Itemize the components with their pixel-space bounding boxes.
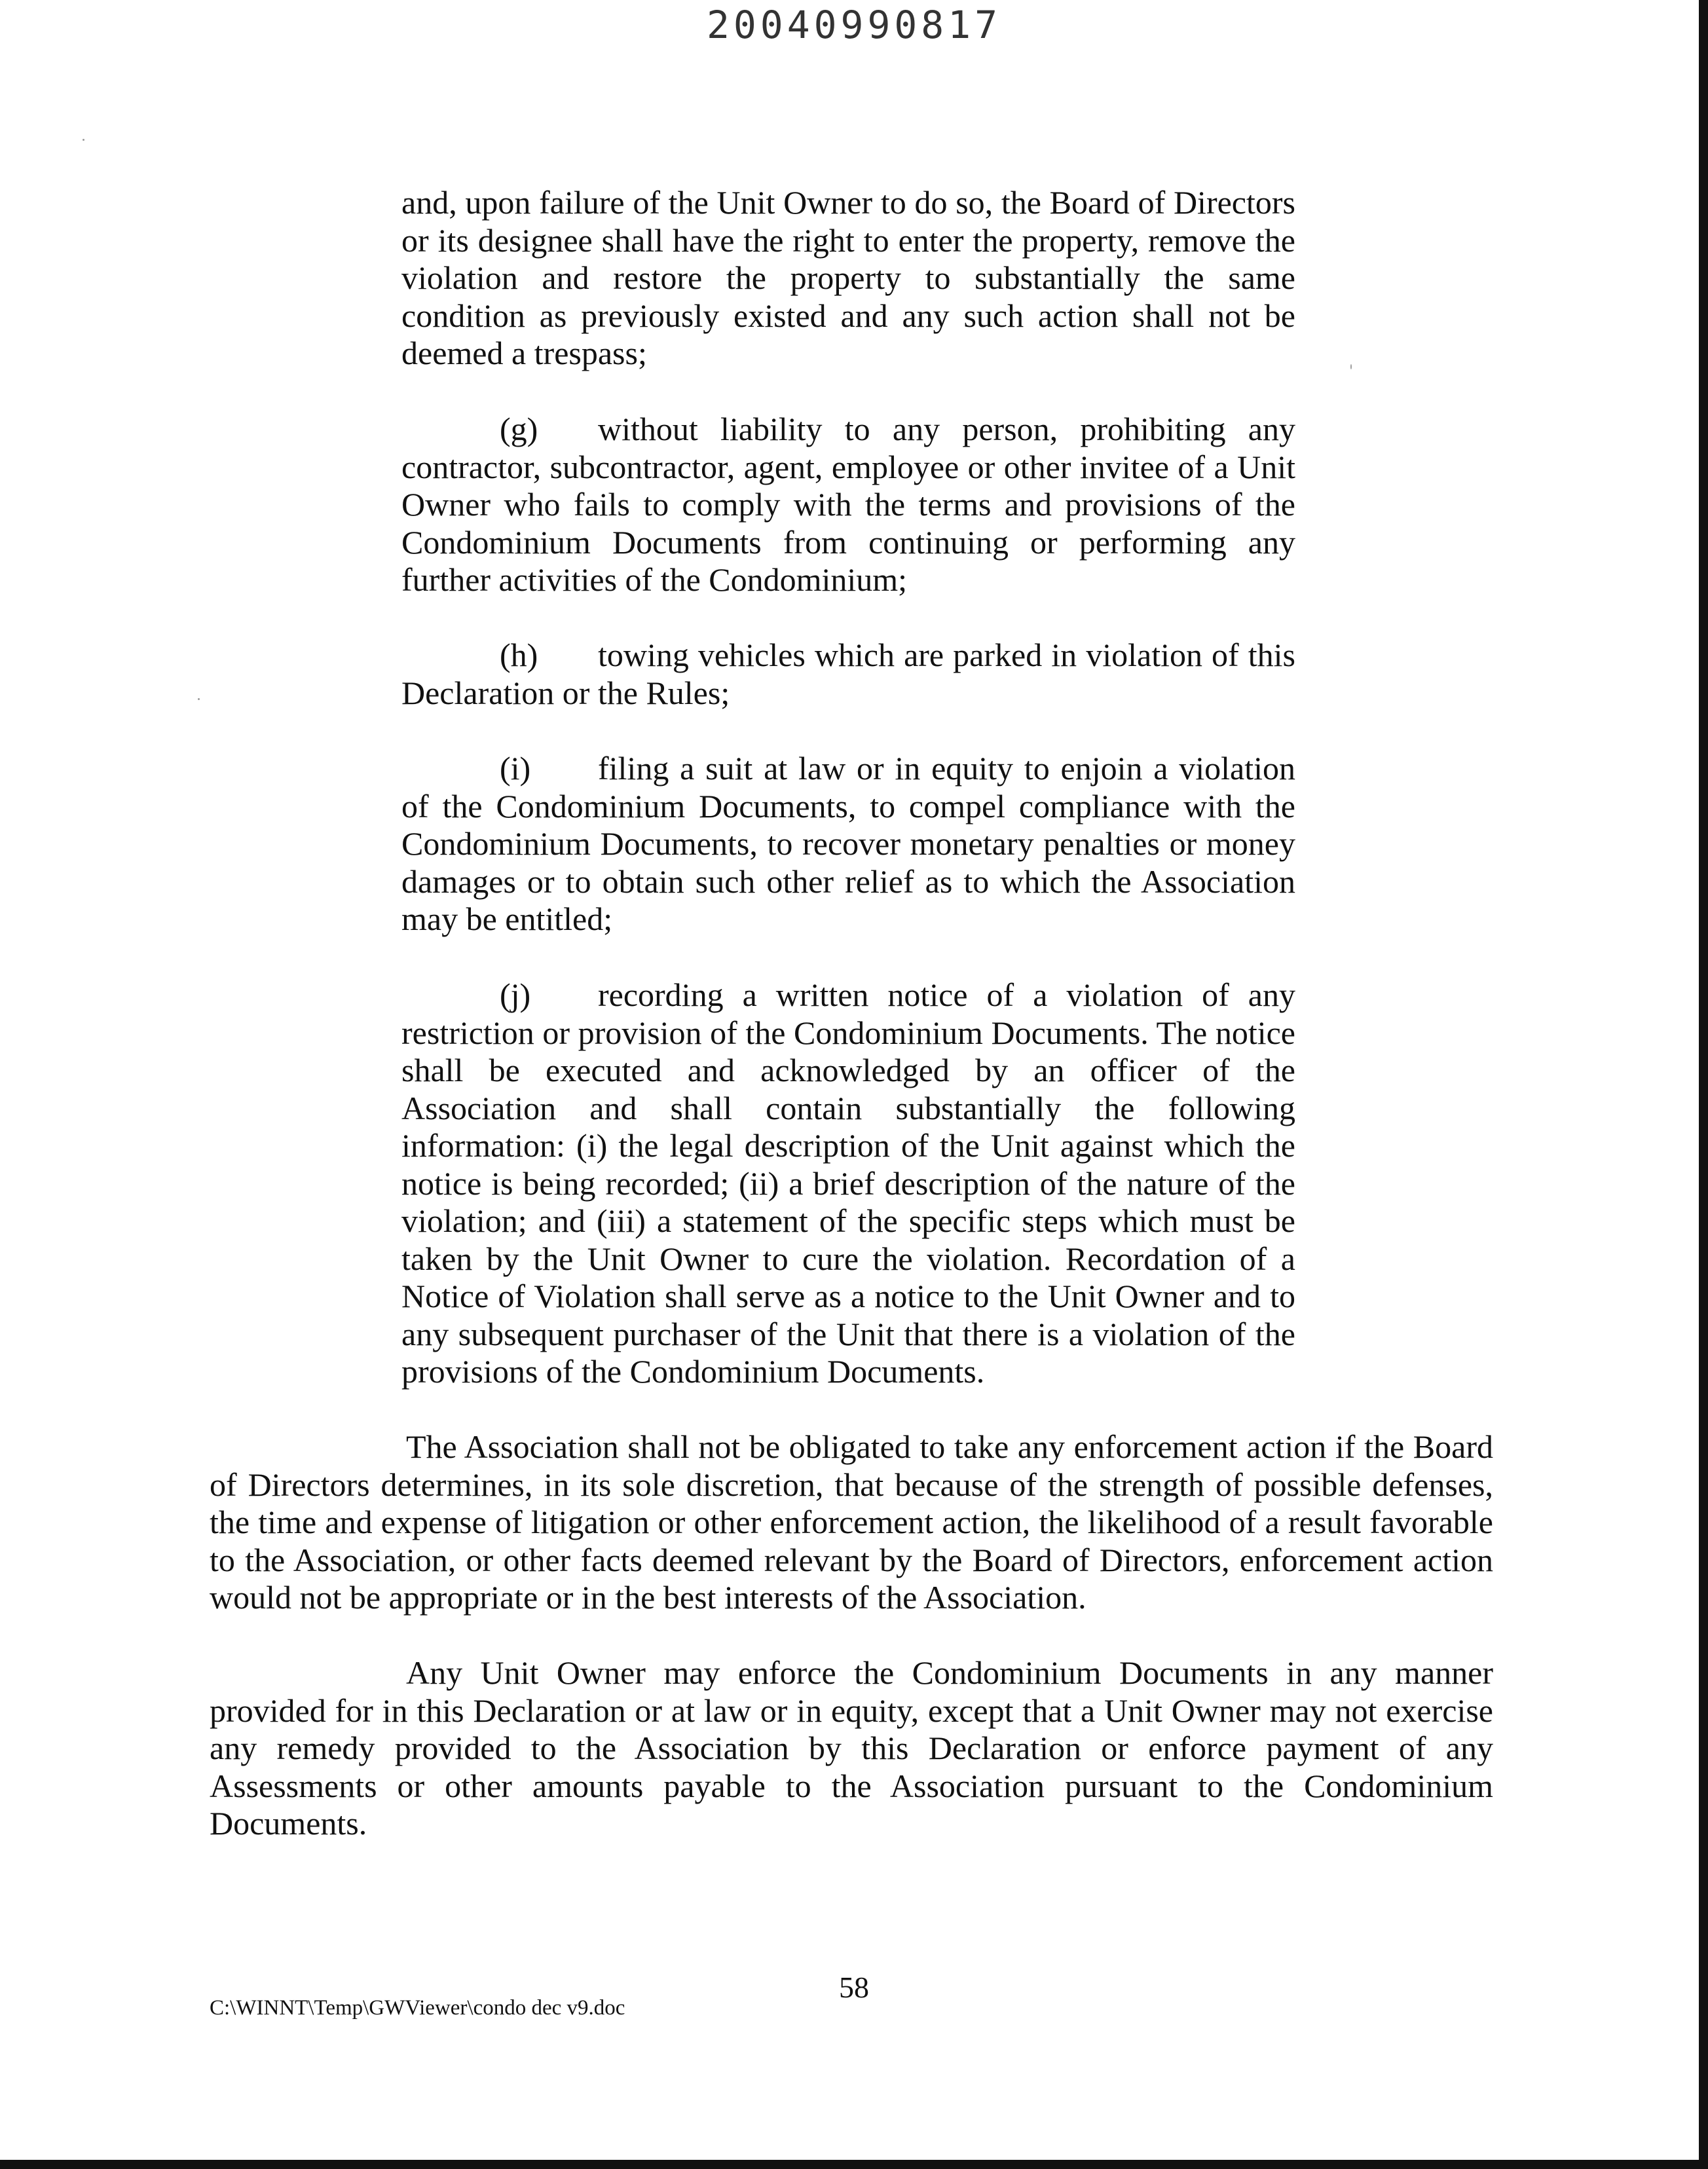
page-number: 58 <box>839 1971 869 2004</box>
list-marker-g: (g) <box>500 411 538 447</box>
list-item-h <box>401 637 1295 712</box>
list-marker-h: (h) <box>500 637 538 673</box>
list-marker-i: (i) <box>500 750 531 787</box>
list-text-i: filing a suit at law or in equity to enjoin a violation of the Condominium Documents, to compel compliance with the Condominium Documents, to recover monetary penalties or money damages or to obtain such other relief as to which the Association may be entitled; <box>401 750 1295 937</box>
list-item-j <box>401 976 1295 1391</box>
scan-right-edge <box>1699 0 1708 2169</box>
scan-speck <box>1350 364 1352 369</box>
list-item-i <box>401 750 1295 938</box>
document-number: 20040990817 <box>706 3 1002 47</box>
association-paragraph: The Association shall not be obligated to take any enforcement action if the Board of Directors determines, in its sole discretion, that because of the strength of possible defenses, the time and expense of litigation or other enforcement action, the likelihood of a result favorable to the Association, or other facts deemed relevant by the Board of Directors, enforcement action would not be appropriate or in the best interests of the Association. <box>210 1428 1493 1616</box>
continuation-paragraph: and, upon failure of the Unit Owner to do so, the Board of Directors or its designee shall have the right to enter the property, remove the violation and restore the property to substantially the same condition as previously existed and any such action shall not be deemed a trespass; <box>401 184 1295 371</box>
scan-speck <box>83 139 84 141</box>
list-text-g: without liability to any person, prohibiting any contractor, subcontractor, agent, employee or other invitee of a Unit Owner who fails to comply with the terms and provisions of the Condominium Documents from continuing or performing any further activities of the Condominium; <box>401 411 1295 598</box>
unit-owner-paragraph: Any Unit Owner may enforce the Condominium Documents in any manner provided for in this Declaration or at law or in equity, except that a Unit Owner may not exercise any remedy provided to the Association by this Declaration or enforce payment of any Assessments or other amounts payable to the Association pursuant to the Condominium Documents. <box>210 1654 1493 1842</box>
scan-bottom-edge <box>0 2160 1708 2169</box>
file-path: C:\WINNT\Temp\GWViewer\condo dec v9.doc <box>210 1996 625 2020</box>
list-marker-j: (j) <box>500 976 531 1013</box>
list-text-h: towing vehicles which are parked in violation of this Declaration or the Rules; <box>401 637 1295 711</box>
list-item-g <box>401 411 1295 599</box>
list-text-j: recording a written notice of a violation of any restriction or provision of the Condominium Documents. The notice shall be executed and acknowledged by an officer of the Association and shall contain substantially the following information: (i) the legal description of the Unit against which the notice is being recorded; (ii) a brief description of the nature of the violation; and (iii) a statement of the specific steps which must be taken by the Unit Owner to cure the violation. Recordation of a Notice of Violation shall serve as a notice to the Unit Owner and to any subsequent purchaser of the Unit that there is a violation of the provisions of the Condominium Documents. <box>401 976 1295 1390</box>
scan-speck <box>198 698 200 700</box>
